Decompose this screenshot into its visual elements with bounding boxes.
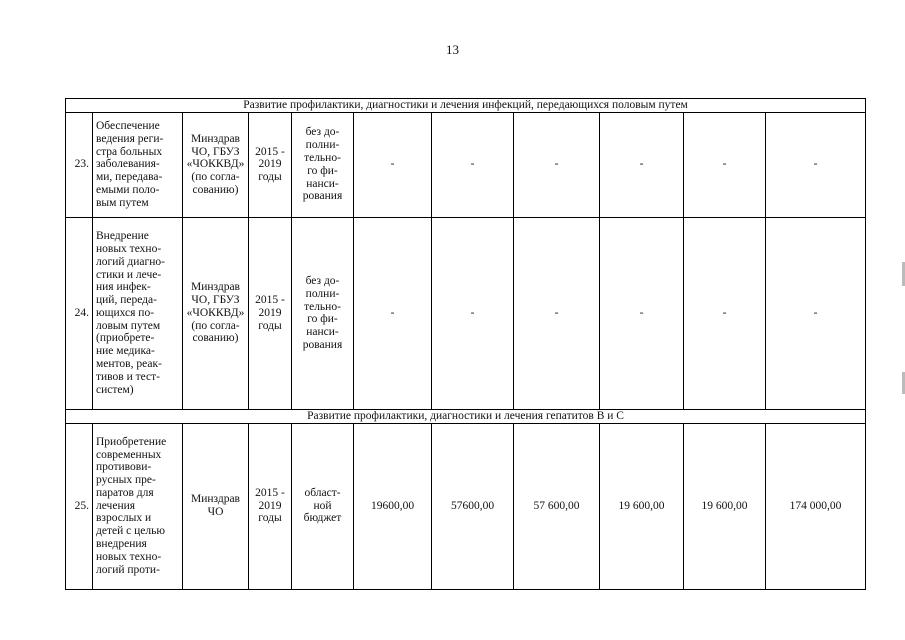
value-cell: 174 000,00	[766, 423, 866, 589]
section-row	[66, 99, 866, 113]
measure-name-cell	[93, 217, 183, 409]
program-table	[65, 98, 866, 590]
value-cell: 19 600,00	[600, 423, 684, 589]
value-cell: 57600,00	[432, 423, 514, 589]
executor: Минздрав ЧО, ГБУЗ «ЧОККВД» (по согла- сованию)	[186, 132, 245, 196]
measure-name: Внедрение новых техно- логий диагно- стики и лече- ния инфек- ций, переда- ющихся по- ловым путем (приобрете- ние медика- ментов, реак- тивов и тест- систем)	[96, 230, 165, 396]
period-cell	[249, 217, 292, 409]
section-title: Развитие профилактики, диагностики и лечения гепатитов В и С	[66, 409, 866, 423]
table-row	[66, 112, 866, 217]
table-row	[66, 423, 866, 589]
value-cell: -	[684, 217, 766, 409]
executor: Минздрав ЧО, ГБУЗ «ЧОККВД» (по согла- сованию)	[186, 281, 245, 345]
page-number: 13	[446, 42, 459, 57]
value-cell: -	[766, 217, 866, 409]
period: 2015 - 2019 годы	[255, 145, 285, 184]
funding-source-cell	[292, 112, 354, 217]
row-number: 24.	[66, 217, 93, 409]
executor-cell	[183, 423, 249, 589]
period: 2015 - 2019 годы	[255, 486, 285, 525]
value-cell: 19 600,00	[684, 423, 766, 589]
section-row	[66, 409, 866, 423]
value-cell: -	[600, 217, 684, 409]
measure-name-cell	[93, 112, 183, 217]
value-cell: -	[684, 112, 766, 217]
funding-source: без до- полни- тельно- го фи- нанси- рования	[302, 126, 343, 203]
executor: Минздрав ЧО	[190, 493, 240, 519]
value-cell: -	[514, 217, 600, 409]
period-cell	[249, 112, 292, 217]
funding-source-cell	[292, 423, 354, 589]
measure-name: Приобретение современных противови- русных пре- паратов для лечения взрослых и детей с целью внедрения новых техно- логий проти-	[96, 435, 167, 576]
value-cell: -	[600, 112, 684, 217]
funding-source-cell	[292, 217, 354, 409]
period-cell	[249, 423, 292, 589]
value-cell: -	[514, 112, 600, 217]
value-cell: -	[354, 217, 432, 409]
value-cell: 57 600,00	[514, 423, 600, 589]
row-number: 23.	[66, 112, 93, 217]
value-cell: -	[354, 112, 432, 217]
funding-source: без до- полни- тельно- го фи- нанси- рования	[302, 274, 343, 351]
value-cell: -	[432, 217, 514, 409]
executor-cell	[183, 112, 249, 217]
value-cell: -	[432, 112, 514, 217]
executor-cell	[183, 217, 249, 409]
value-cell: 19600,00	[354, 423, 432, 589]
table-row	[66, 217, 866, 409]
row-number: 25.	[66, 423, 93, 589]
measure-name: Обеспечение ведения реги- стра больных заболевания- ми, передава- емыми поло- вым путем	[96, 120, 164, 209]
funding-source: област- ной бюджет	[303, 486, 342, 525]
section-title: Развитие профилактики, диагностики и лечения инфекций, передающихся половым путем	[66, 99, 866, 113]
measure-name-cell	[93, 423, 183, 589]
value-cell: -	[766, 112, 866, 217]
period: 2015 - 2019 годы	[255, 294, 285, 332]
